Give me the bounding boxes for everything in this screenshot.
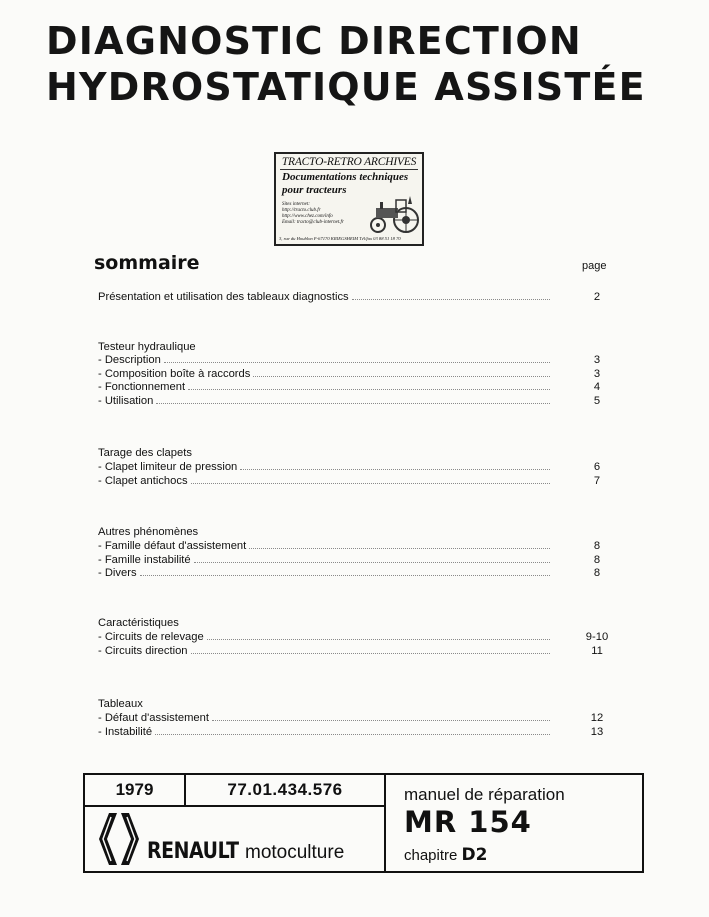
toc-entry-label: - Composition boîte à raccords: [98, 368, 251, 380]
toc-entry[interactable]: [98, 461, 550, 473]
toc-entry-label: - Description: [98, 354, 161, 366]
toc-entry-label: - Défaut d'assistement: [98, 712, 209, 724]
toc-entry[interactable]: [98, 645, 550, 657]
toc-entry-label: - Divers: [98, 567, 137, 579]
toc-entry-page: 3: [593, 368, 601, 380]
footer-manual-cell: [386, 775, 642, 871]
toc-entry-label: - Clapet antichocs: [98, 475, 188, 487]
toc-entry-page: 13: [590, 726, 604, 738]
brand-suffix: motoculture: [245, 842, 345, 863]
toc-section-title: Autres phénomènes: [98, 526, 199, 538]
toc-section-title: Caractéristiques: [98, 617, 179, 629]
toc-entry[interactable]: [98, 712, 550, 724]
toc-leader-dots: [249, 548, 550, 549]
toc-entry-label: - Fonctionnement: [98, 381, 186, 393]
title-line-1: DIAGNOSTIC DIRECTION: [46, 19, 582, 63]
manual-code: MR 154: [404, 805, 532, 839]
footer-logo-cell: [85, 807, 386, 871]
toc-entry[interactable]: [98, 354, 550, 366]
toc-entry-page: 7: [593, 475, 601, 487]
stamp-site-2: http://www.chez.com/info: [282, 214, 333, 219]
archive-stamp: [274, 152, 424, 246]
toc-leader-dots: [191, 653, 550, 654]
footer-box: [83, 773, 644, 873]
brand-name: [147, 839, 344, 864]
toc-section-title: Tarage des clapets: [98, 447, 192, 459]
toc-entry[interactable]: [98, 567, 550, 579]
stamp-email: Email: tracto@club-internet.fr: [282, 220, 344, 225]
toc-heading: sommaire: [94, 252, 200, 274]
toc-entry-label: - Famille instabilité: [98, 554, 191, 566]
toc-entry-label: - Famille défaut d'assistement: [98, 540, 247, 552]
stamp-rule: [280, 169, 418, 170]
stamp-heading: TRACTO-RETRO ARCHIVES: [281, 156, 417, 168]
toc-entry-label: - Instabilité: [98, 726, 153, 738]
toc-entry-label: - Circuits de relevage: [98, 631, 204, 643]
stamp-address: 3, rue du Houblon F-67170 KRIEGSHEIM Tél/fax 03 88 51 18 70: [279, 236, 401, 241]
toc-entry-page: 11: [591, 645, 603, 657]
toc-entry[interactable]: [98, 368, 550, 380]
chapter-line: [404, 845, 488, 865]
brand-renault: RENAULT: [147, 839, 239, 864]
toc-leader-dots: [164, 362, 550, 363]
toc-entry[interactable]: [98, 475, 550, 487]
toc-entry-label: - Circuits direction: [98, 645, 188, 657]
toc-entry[interactable]: [98, 554, 550, 566]
tractor-icon: [366, 194, 422, 234]
toc-leader-dots: [253, 376, 550, 377]
footer-reference: 77.01.434.576: [186, 775, 386, 807]
manual-label: manuel de réparation: [404, 785, 565, 804]
toc-entry-page: 12: [590, 712, 604, 724]
toc-leader-dots: [140, 575, 550, 576]
toc-entry-label: - Utilisation: [98, 395, 154, 407]
toc-leader-dots: [156, 403, 550, 404]
stamp-sites-label: Sites internet:: [282, 202, 310, 207]
toc-leader-dots: [240, 469, 550, 470]
toc-page-label: page: [582, 260, 607, 272]
stamp-sites: [282, 202, 344, 226]
toc-entry-label: Présentation et utilisation des tableaux diagnostics: [98, 291, 349, 303]
toc-leader-dots: [155, 734, 550, 735]
toc-entry[interactable]: [98, 381, 550, 393]
toc-entry[interactable]: [98, 726, 550, 738]
stamp-line-1: Documentations techniques: [282, 171, 409, 183]
toc-entry-page: 3: [593, 354, 601, 366]
renault-diamond-icon: [97, 811, 141, 867]
toc-leader-dots: [194, 562, 550, 563]
toc-entry-page: 9-10: [585, 631, 609, 643]
chapter-label: chapitre: [404, 847, 458, 864]
toc-entry[interactable]: [98, 631, 550, 643]
toc-leader-dots: [352, 299, 550, 300]
toc-entry-page: 5: [593, 395, 601, 407]
toc-leader-dots: [188, 389, 550, 390]
stamp-line-2: pour tracteurs: [282, 184, 347, 196]
toc-leader-dots: [207, 639, 550, 640]
chapter-code: D2: [461, 845, 488, 865]
toc-leader-dots: [212, 720, 550, 721]
toc-section-title: Testeur hydraulique: [98, 341, 196, 353]
toc-entry[interactable]: [98, 395, 550, 407]
toc-entry-page: 8: [593, 540, 601, 552]
toc-entry-page: 8: [593, 567, 601, 579]
toc-section-title: Tableaux: [98, 698, 143, 710]
toc-entry[interactable]: [98, 540, 550, 552]
toc-entry-page: 2: [593, 291, 601, 303]
toc-entry-intro[interactable]: [98, 291, 550, 303]
document-title: [46, 18, 646, 110]
toc-entry-page: 4: [593, 381, 601, 393]
toc-leader-dots: [191, 483, 550, 484]
toc-entry-label: - Clapet limiteur de pression: [98, 461, 238, 473]
stamp-site-1: http://tracto.club.fr: [282, 208, 321, 213]
toc-entry-page: 6: [593, 461, 601, 473]
footer-year: 1979: [85, 775, 186, 807]
title-line-2: HYDROSTATIQUE ASSISTÉE: [46, 65, 646, 109]
toc-entry-page: 8: [593, 554, 601, 566]
